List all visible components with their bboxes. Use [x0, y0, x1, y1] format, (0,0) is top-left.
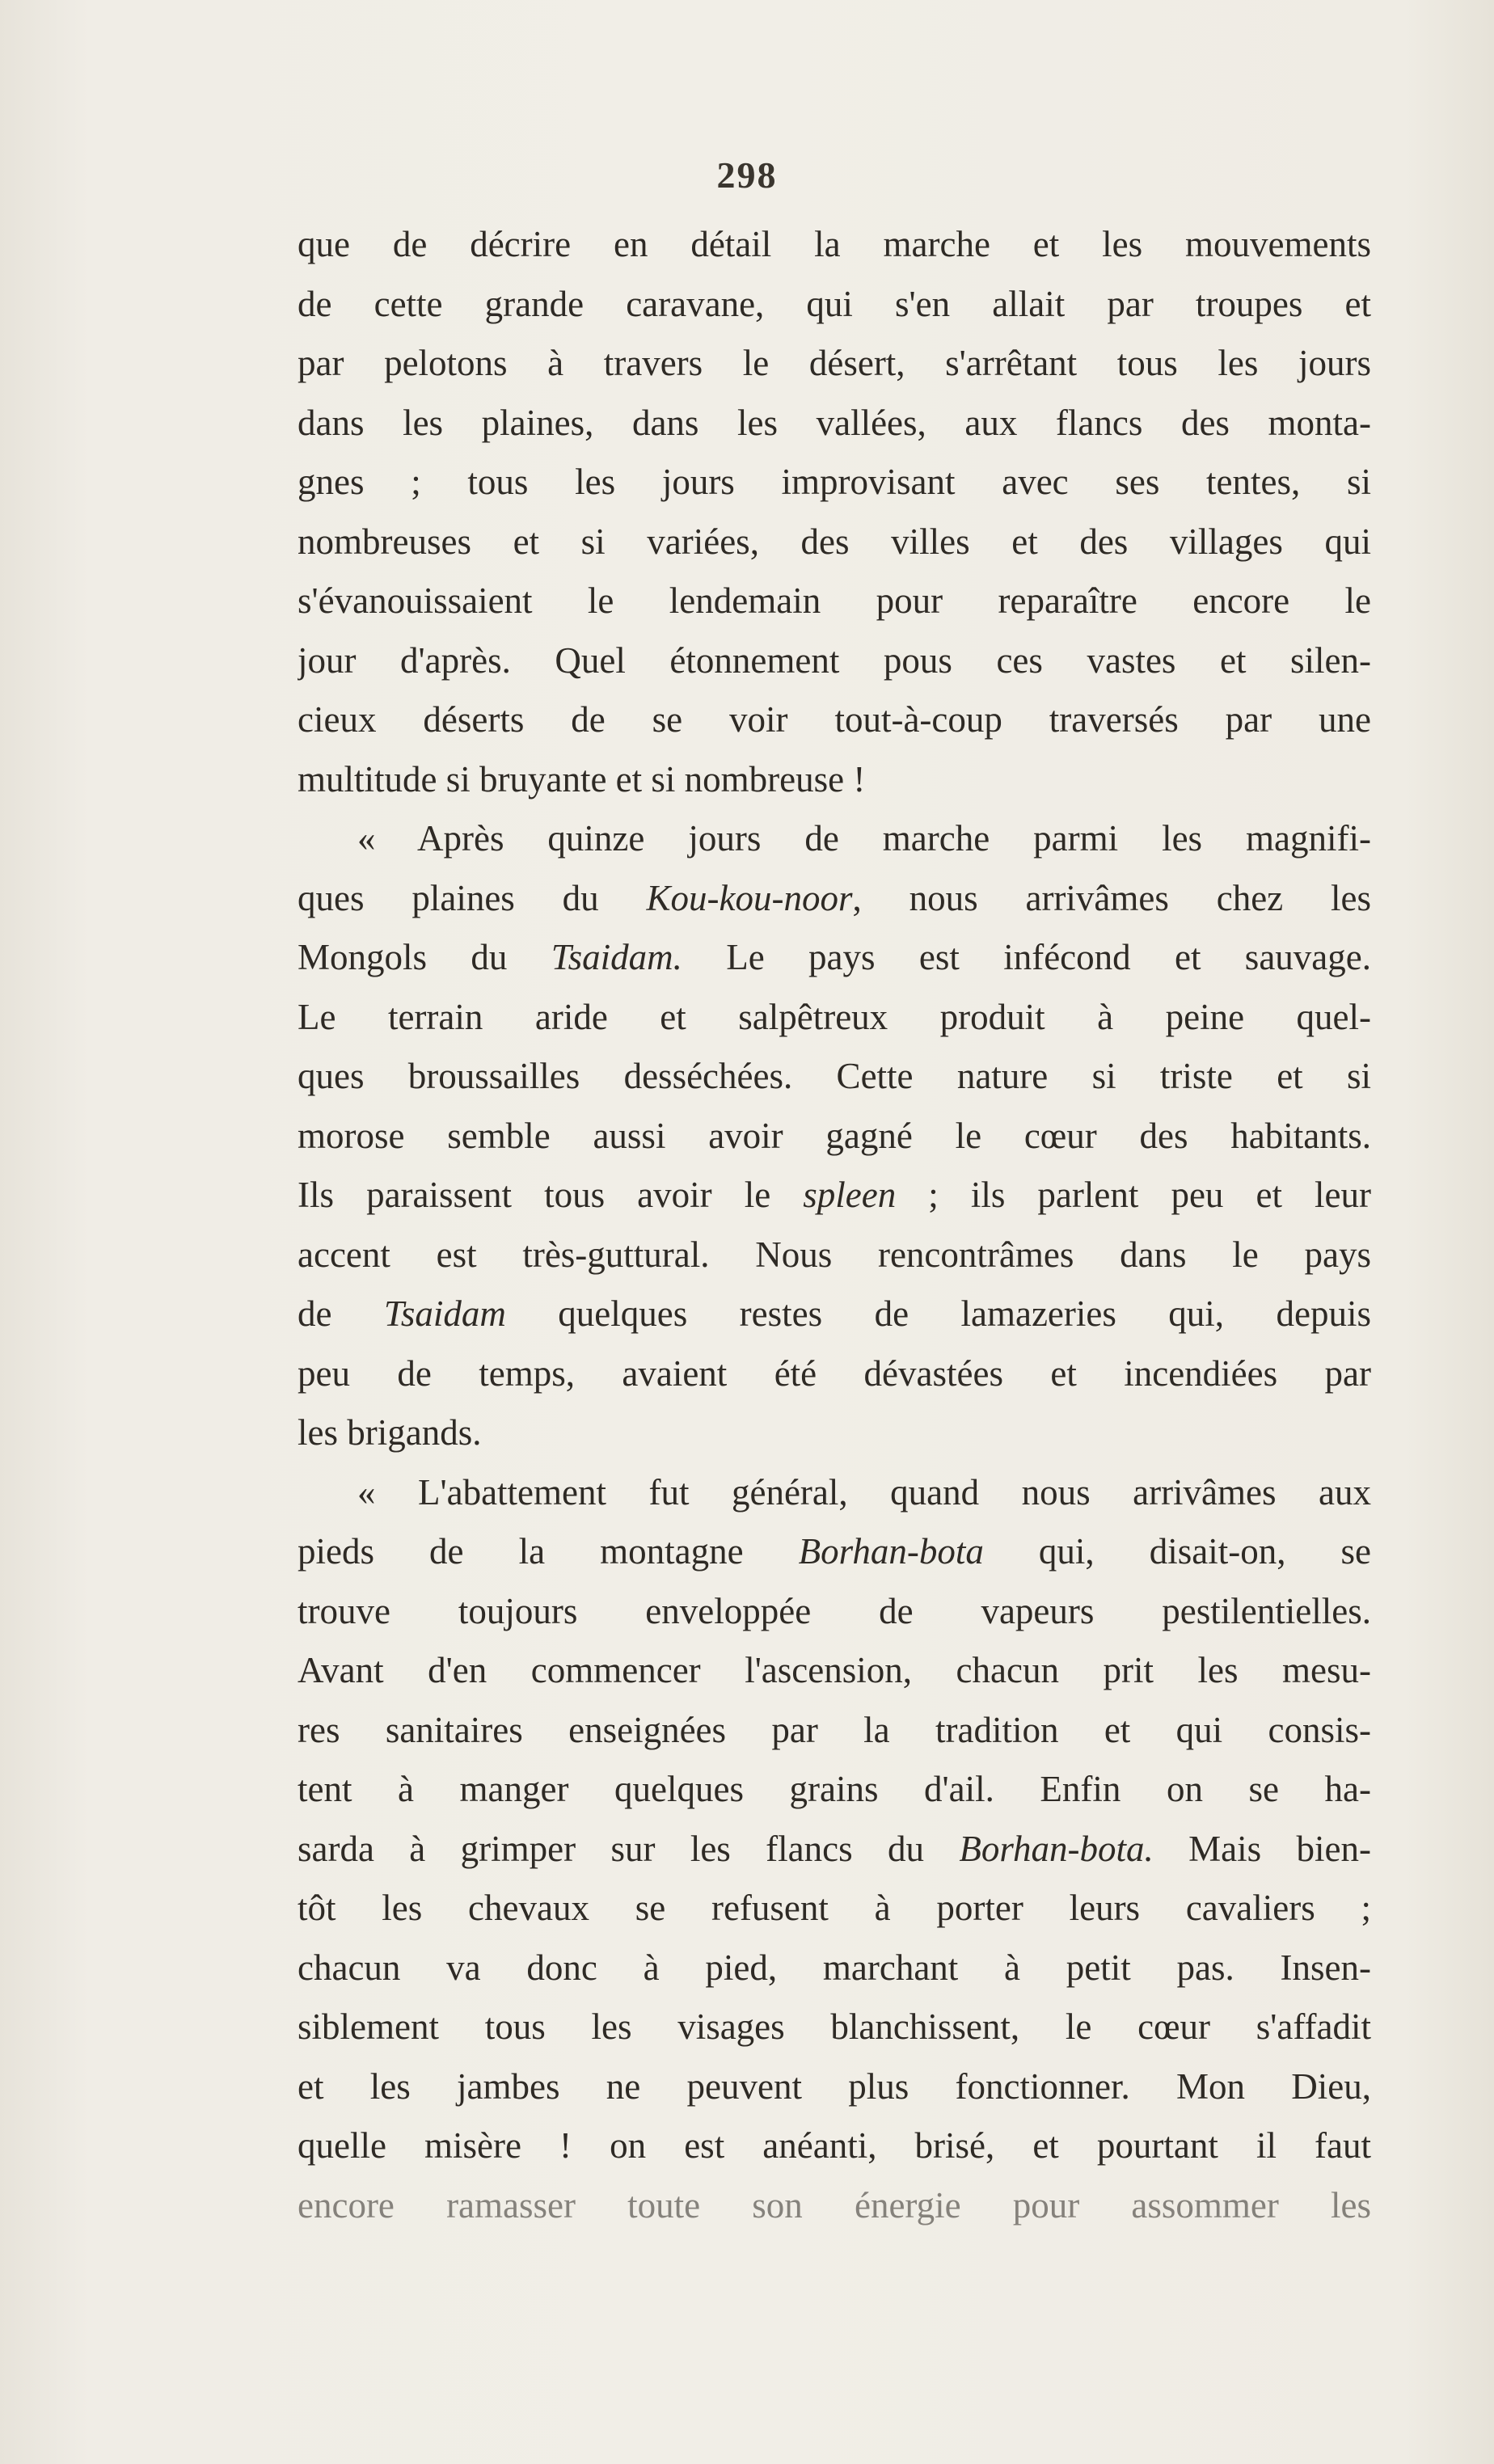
text-line: [298, 1344, 1371, 1404]
text-run: Le terrain aride et salpêtreux produit à peine quel-: [298, 996, 1371, 1037]
text-run: encore ramasser toute son énergie pour assommer les: [298, 2184, 1371, 2226]
text-run: « Après quinze jours de marche parmi les magnifi-: [357, 818, 1371, 859]
text-run: nombreuses et si variées, des villes et des villages qui: [298, 521, 1371, 562]
text-run: , nous arrivâmes chez les: [852, 877, 1371, 918]
text-run: multitude si bruyante et si nombreuse !: [298, 758, 866, 800]
text-line: [298, 1166, 1371, 1226]
text-run: cieux déserts de se voir tout-à-coup traversés par une: [298, 699, 1371, 740]
italic-term: Borhan-bota: [798, 1531, 984, 1572]
text-line: [298, 1760, 1371, 1820]
text-line: [298, 1582, 1371, 1642]
text-line: [298, 2116, 1371, 2176]
text-line: [298, 2176, 1371, 2236]
text-run: quelques restes de lamazeries qui, depuis: [505, 1293, 1371, 1334]
italic-term: Tsaidam.: [551, 937, 682, 977]
text-line: [298, 572, 1371, 631]
text-run: gnes ; tous les jours improvisant avec ses tentes, si: [298, 462, 1371, 502]
text-line: [298, 1107, 1371, 1167]
text-run: quelle misère ! on est anéanti, brisé, et pourtant il faut: [298, 2125, 1371, 2166]
text-run: Ils paraissent tous avoir le: [298, 1175, 804, 1215]
text-line: [298, 1226, 1371, 1285]
text-run: sarda à grimper sur les flancs du: [298, 1828, 960, 1869]
text-run: Mais bien-: [1153, 1828, 1371, 1869]
text-line: [298, 1641, 1371, 1701]
text-run: les brigands.: [298, 1412, 482, 1453]
text-line: [298, 690, 1371, 750]
text-line: [298, 1403, 1371, 1463]
text-run: Le pays est infécond et sauvage.: [682, 937, 1371, 977]
text-line: [298, 1285, 1371, 1344]
text-run: ; ils parlent peu et leur: [896, 1175, 1371, 1215]
italic-term: Tsaidam: [383, 1293, 506, 1334]
text-run: « L'abattement fut général, quand nous arrivâmes aux: [357, 1471, 1371, 1513]
text-line: [298, 334, 1371, 394]
text-run: de: [298, 1293, 384, 1334]
text-line: [298, 1998, 1371, 2057]
text-run: res sanitaires enseignées par la tradition et qui consis-: [298, 1709, 1371, 1750]
text-line: [298, 1879, 1371, 1939]
text-run: siblement tous les visages blanchissent, le cœur s'affadit: [298, 2006, 1371, 2047]
text-run: accent est très-guttural. Nous rencontrâmes dans le pays: [298, 1234, 1371, 1275]
text-line: [298, 453, 1371, 513]
italic-term: Kou-kou-noor: [646, 877, 853, 918]
text-run: ques broussailles desséchées. Cette nature si triste et si: [298, 1056, 1371, 1096]
text-line: [298, 750, 1371, 810]
text-line: [298, 1522, 1371, 1582]
text-run: jour d'après. Quel étonnement pous ces vastes et silen-: [298, 639, 1371, 681]
text-run: qui, disait-on, se: [983, 1531, 1371, 1572]
text-run: chacun va donc à pied, marchant à petit pas. Insen-: [298, 1947, 1371, 1988]
text-line: [298, 1701, 1371, 1761]
text-run: pieds de la montagne: [298, 1531, 799, 1572]
text-run: dans les plaines, dans les vallées, aux flancs des monta-: [298, 402, 1371, 443]
text-line: [298, 513, 1371, 572]
text-line: [298, 631, 1371, 691]
text-line: [298, 809, 1371, 869]
text-line: [298, 988, 1371, 1048]
text-line: [298, 1820, 1371, 1880]
text-line: [298, 275, 1371, 335]
text-run: Avant d'en commencer l'ascension, chacun prit les mesu-: [298, 1650, 1371, 1690]
page-number: 298: [716, 154, 778, 196]
text-line: [298, 1463, 1371, 1523]
text-line: [298, 1047, 1371, 1107]
italic-term: spleen: [803, 1175, 897, 1215]
text-line: [298, 2057, 1371, 2117]
text-run: ques plaines du: [298, 877, 647, 918]
text-run: que de décrire en détail la marche et les mouvements: [298, 224, 1371, 264]
text-run: tent à manger quelques grains d'ail. Enfin on se ha-: [298, 1769, 1371, 1809]
text-run: morose semble aussi avoir gagné le cœur des habitants.: [298, 1115, 1371, 1156]
text-run: s'évanouissaient le lendemain pour reparaître encore le: [298, 580, 1371, 621]
text-run: et les jambes ne peuvent plus fonctionner. Mon Dieu,: [298, 2065, 1371, 2107]
text-run: peu de temps, avaient été dévastées et incendiées par: [298, 1352, 1371, 1394]
text-run: par pelotons à travers le désert, s'arrêtant tous les jours: [298, 343, 1371, 383]
text-line: [298, 394, 1371, 454]
text-run: trouve toujours enveloppée de vapeurs pestilentielles.: [298, 1590, 1371, 1631]
text-line: [298, 928, 1371, 988]
text-run: de cette grande caravane, qui s'en allait par troupes et: [298, 283, 1371, 324]
body-text: [298, 215, 1371, 2235]
text-line: [298, 869, 1371, 929]
italic-term: Borhan-bota.: [959, 1828, 1154, 1869]
text-line: [298, 215, 1371, 275]
text-run: tôt les chevaux se refusent à porter leurs cavaliers ;: [298, 1888, 1371, 1928]
text-run: Mongols du: [298, 937, 551, 977]
text-line: [298, 1939, 1371, 1998]
